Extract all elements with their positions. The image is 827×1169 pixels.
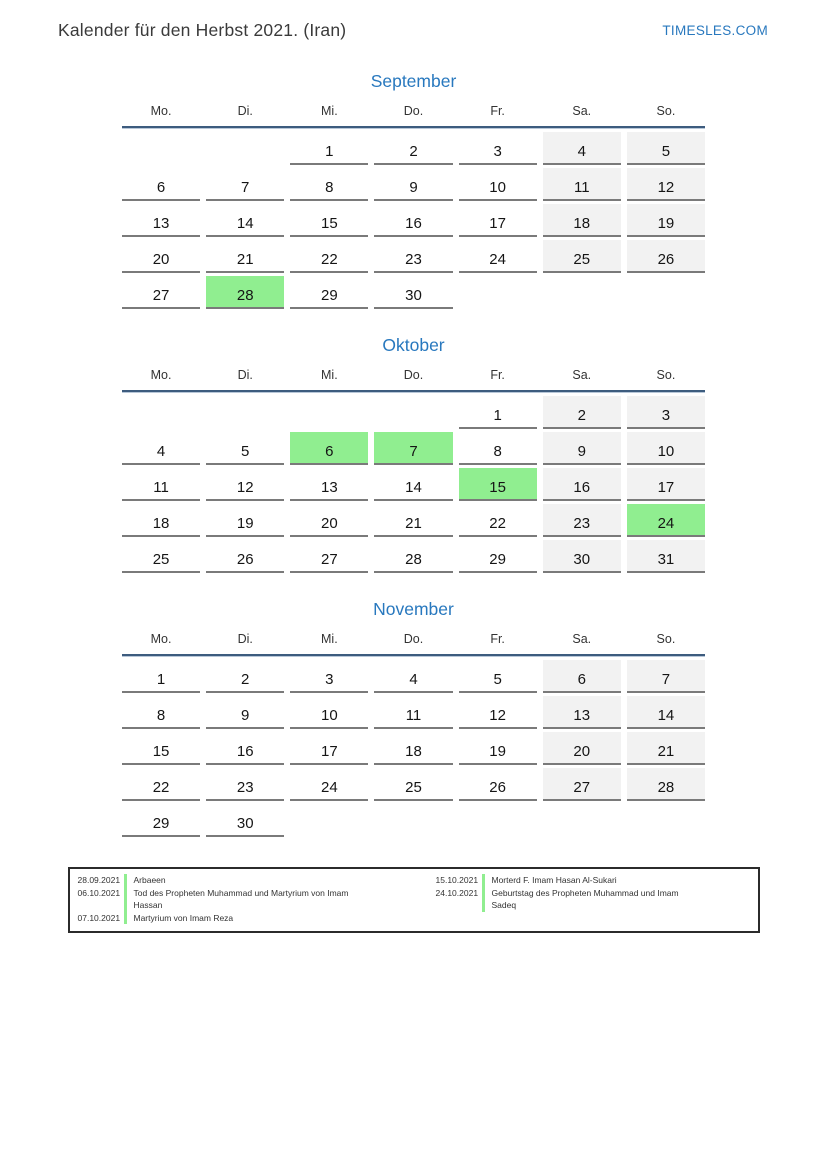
day-cell: 14 bbox=[206, 201, 284, 237]
day-cell: 6 bbox=[122, 165, 200, 201]
weekend-cell: 26 bbox=[627, 237, 705, 273]
day-cell: 26 bbox=[459, 765, 537, 801]
day-cell: 12 bbox=[459, 693, 537, 729]
weekday-label: Fr. bbox=[490, 368, 505, 382]
day-cell: 23 bbox=[374, 237, 452, 273]
holiday-cell: 7 bbox=[374, 429, 452, 465]
day-cell: 17 bbox=[459, 201, 537, 237]
day-cell: 15 bbox=[122, 729, 200, 765]
legend-event-name: Arbaeen bbox=[133, 875, 166, 885]
holiday-cell: 15 bbox=[459, 465, 537, 501]
empty-cell bbox=[290, 393, 368, 429]
day-cell: 14 bbox=[374, 465, 452, 501]
weekday-label: Do. bbox=[403, 632, 424, 646]
day-cell: 26 bbox=[206, 537, 284, 573]
day-cell: 17 bbox=[290, 729, 368, 765]
day-cell: 22 bbox=[459, 501, 537, 537]
weekday-row bbox=[122, 632, 705, 656]
weekday-label: Do. bbox=[403, 104, 424, 118]
day-cell: 12 bbox=[206, 465, 284, 501]
holiday-cell: 24 bbox=[627, 501, 705, 537]
day-cell: 27 bbox=[122, 273, 200, 309]
day-cell: 29 bbox=[290, 273, 368, 309]
holiday-marker-bar bbox=[124, 887, 127, 912]
empty-cell bbox=[627, 801, 705, 837]
weekday-label: Mi. bbox=[321, 368, 338, 382]
weekday-label: Mo. bbox=[150, 632, 172, 646]
legend-item bbox=[436, 874, 754, 887]
month-grid bbox=[122, 393, 705, 573]
weekday-row bbox=[122, 104, 705, 128]
day-cell: 23 bbox=[206, 765, 284, 801]
day-cell: 1 bbox=[459, 393, 537, 429]
day-cell: 22 bbox=[290, 237, 368, 273]
brand-link[interactable]: TIMESLES.COM bbox=[662, 23, 768, 38]
month-title: Oktober bbox=[382, 335, 445, 355]
weekend-cell: 7 bbox=[627, 657, 705, 693]
legend-event-name: Martyrium von Imam Reza bbox=[133, 912, 234, 923]
day-cell: 7 bbox=[206, 165, 284, 201]
month-grid bbox=[122, 657, 705, 837]
month-title: September bbox=[370, 71, 457, 91]
day-cell: 27 bbox=[290, 537, 368, 573]
weekend-cell: 13 bbox=[543, 693, 621, 729]
weekend-cell: 27 bbox=[543, 765, 621, 801]
weekend-cell: 16 bbox=[543, 465, 621, 501]
weekday-label: Sa. bbox=[572, 632, 592, 646]
day-cell: 11 bbox=[122, 465, 200, 501]
legend-item bbox=[436, 887, 754, 912]
day-cell: 1 bbox=[122, 657, 200, 693]
weekday-label: Di. bbox=[237, 368, 253, 382]
day-cell: 15 bbox=[290, 201, 368, 237]
day-cell: 9 bbox=[206, 693, 284, 729]
day-cell: 8 bbox=[459, 429, 537, 465]
weekend-cell: 19 bbox=[627, 201, 705, 237]
month-title: November bbox=[373, 599, 454, 619]
day-cell: 22 bbox=[122, 765, 200, 801]
legend-col-left bbox=[78, 874, 436, 924]
empty-cell bbox=[206, 129, 284, 165]
day-cell: 29 bbox=[122, 801, 200, 837]
day-cell: 5 bbox=[459, 657, 537, 693]
month-grid bbox=[122, 129, 705, 309]
day-cell: 24 bbox=[459, 237, 537, 273]
day-cell: 21 bbox=[206, 237, 284, 273]
legend-date: 06.10.2021 bbox=[77, 887, 121, 898]
day-cell: 21 bbox=[374, 501, 452, 537]
day-cell: 20 bbox=[290, 501, 368, 537]
day-cell: 13 bbox=[290, 465, 368, 501]
legend-item bbox=[78, 874, 436, 887]
legend-date: 28.09.2021 bbox=[77, 875, 121, 885]
weekend-cell: 23 bbox=[543, 501, 621, 537]
month-oktober bbox=[122, 335, 705, 573]
day-cell: 11 bbox=[374, 693, 452, 729]
day-cell: 8 bbox=[290, 165, 368, 201]
day-cell: 8 bbox=[122, 693, 200, 729]
day-cell: 16 bbox=[206, 729, 284, 765]
weekend-cell: 3 bbox=[627, 393, 705, 429]
weekend-cell: 31 bbox=[627, 537, 705, 573]
day-cell: 3 bbox=[459, 129, 537, 165]
empty-cell bbox=[122, 393, 200, 429]
weekday-label: So. bbox=[656, 632, 676, 646]
weekday-label: So. bbox=[656, 368, 676, 382]
weekday-label: Sa. bbox=[572, 104, 592, 118]
legend-event-name: Geburtstag des Propheten Muhammad und Imam Sadeq bbox=[491, 887, 679, 910]
weekday-label: Di. bbox=[237, 632, 253, 646]
weekend-cell: 6 bbox=[543, 657, 621, 693]
day-cell: 24 bbox=[290, 765, 368, 801]
legend-box bbox=[68, 867, 760, 933]
day-cell: 19 bbox=[459, 729, 537, 765]
empty-cell bbox=[627, 273, 705, 309]
day-cell: 18 bbox=[374, 729, 452, 765]
weekend-cell: 2 bbox=[543, 393, 621, 429]
day-cell: 16 bbox=[374, 201, 452, 237]
weekday-label: Fr. bbox=[490, 632, 505, 646]
month-november bbox=[122, 599, 705, 837]
day-cell: 19 bbox=[206, 501, 284, 537]
weekend-cell: 5 bbox=[627, 129, 705, 165]
holiday-marker-bar bbox=[124, 874, 127, 887]
page-title: Kalender für den Herbst 2021. (Iran) bbox=[58, 20, 347, 40]
weekday-label: Fr. bbox=[490, 104, 505, 118]
weekday-label: Mi. bbox=[321, 632, 338, 646]
empty-cell bbox=[459, 273, 537, 309]
day-cell: 1 bbox=[290, 129, 368, 165]
day-cell: 3 bbox=[290, 657, 368, 693]
legend-date: 15.10.2021 bbox=[435, 875, 479, 885]
weekend-cell: 28 bbox=[627, 765, 705, 801]
day-cell: 30 bbox=[206, 801, 284, 837]
empty-cell bbox=[543, 273, 621, 309]
weekend-cell: 20 bbox=[543, 729, 621, 765]
day-cell: 30 bbox=[374, 273, 452, 309]
weekday-label: Di. bbox=[237, 104, 253, 118]
legend-item bbox=[78, 912, 436, 925]
day-cell: 28 bbox=[374, 537, 452, 573]
month-september bbox=[122, 71, 705, 309]
weekend-cell: 21 bbox=[627, 729, 705, 765]
weekend-cell: 9 bbox=[543, 429, 621, 465]
empty-cell bbox=[543, 801, 621, 837]
empty-cell bbox=[374, 801, 452, 837]
day-cell: 18 bbox=[122, 501, 200, 537]
weekend-cell: 18 bbox=[543, 201, 621, 237]
weekend-cell: 12 bbox=[627, 165, 705, 201]
weekend-cell: 17 bbox=[627, 465, 705, 501]
weekday-label: Mo. bbox=[150, 368, 172, 382]
holiday-marker-bar bbox=[482, 887, 485, 912]
weekend-cell: 10 bbox=[627, 429, 705, 465]
legend-event-name: Morterd F. Imam Hasan Al-Sukari bbox=[491, 875, 617, 885]
day-cell: 2 bbox=[374, 129, 452, 165]
weekday-label: Mo. bbox=[150, 104, 172, 118]
weekend-cell: 25 bbox=[543, 237, 621, 273]
holiday-cell: 28 bbox=[206, 273, 284, 309]
day-cell: 4 bbox=[122, 429, 200, 465]
weekday-label: Sa. bbox=[572, 368, 592, 382]
weekday-label: Do. bbox=[403, 368, 424, 382]
weekend-cell: 11 bbox=[543, 165, 621, 201]
holiday-marker-bar bbox=[482, 874, 485, 887]
day-cell: 5 bbox=[206, 429, 284, 465]
holiday-cell: 6 bbox=[290, 429, 368, 465]
empty-cell bbox=[459, 801, 537, 837]
empty-cell bbox=[206, 393, 284, 429]
day-cell: 4 bbox=[374, 657, 452, 693]
legend-item bbox=[78, 887, 436, 912]
weekday-row bbox=[122, 368, 705, 392]
legend-col-right bbox=[436, 874, 754, 924]
legend-event-name: Tod des Propheten Muhammad und Martyrium von Imam Hassan bbox=[133, 887, 349, 910]
day-cell: 10 bbox=[290, 693, 368, 729]
day-cell: 25 bbox=[374, 765, 452, 801]
calendar bbox=[122, 71, 705, 837]
empty-cell bbox=[122, 129, 200, 165]
legend-date: 24.10.2021 bbox=[435, 887, 479, 898]
day-cell: 9 bbox=[374, 165, 452, 201]
day-cell: 29 bbox=[459, 537, 537, 573]
weekend-cell: 14 bbox=[627, 693, 705, 729]
day-cell: 25 bbox=[122, 537, 200, 573]
weekend-cell: 4 bbox=[543, 129, 621, 165]
weekday-label: So. bbox=[656, 104, 676, 118]
day-cell: 10 bbox=[459, 165, 537, 201]
legend-date: 07.10.2021 bbox=[77, 912, 121, 923]
weekday-label: Mi. bbox=[321, 104, 338, 118]
day-cell: 13 bbox=[122, 201, 200, 237]
empty-cell bbox=[290, 801, 368, 837]
day-cell: 20 bbox=[122, 237, 200, 273]
day-cell: 2 bbox=[206, 657, 284, 693]
empty-cell bbox=[374, 393, 452, 429]
holiday-marker-bar bbox=[124, 912, 127, 925]
weekend-cell: 30 bbox=[543, 537, 621, 573]
page-header bbox=[0, 0, 827, 41]
